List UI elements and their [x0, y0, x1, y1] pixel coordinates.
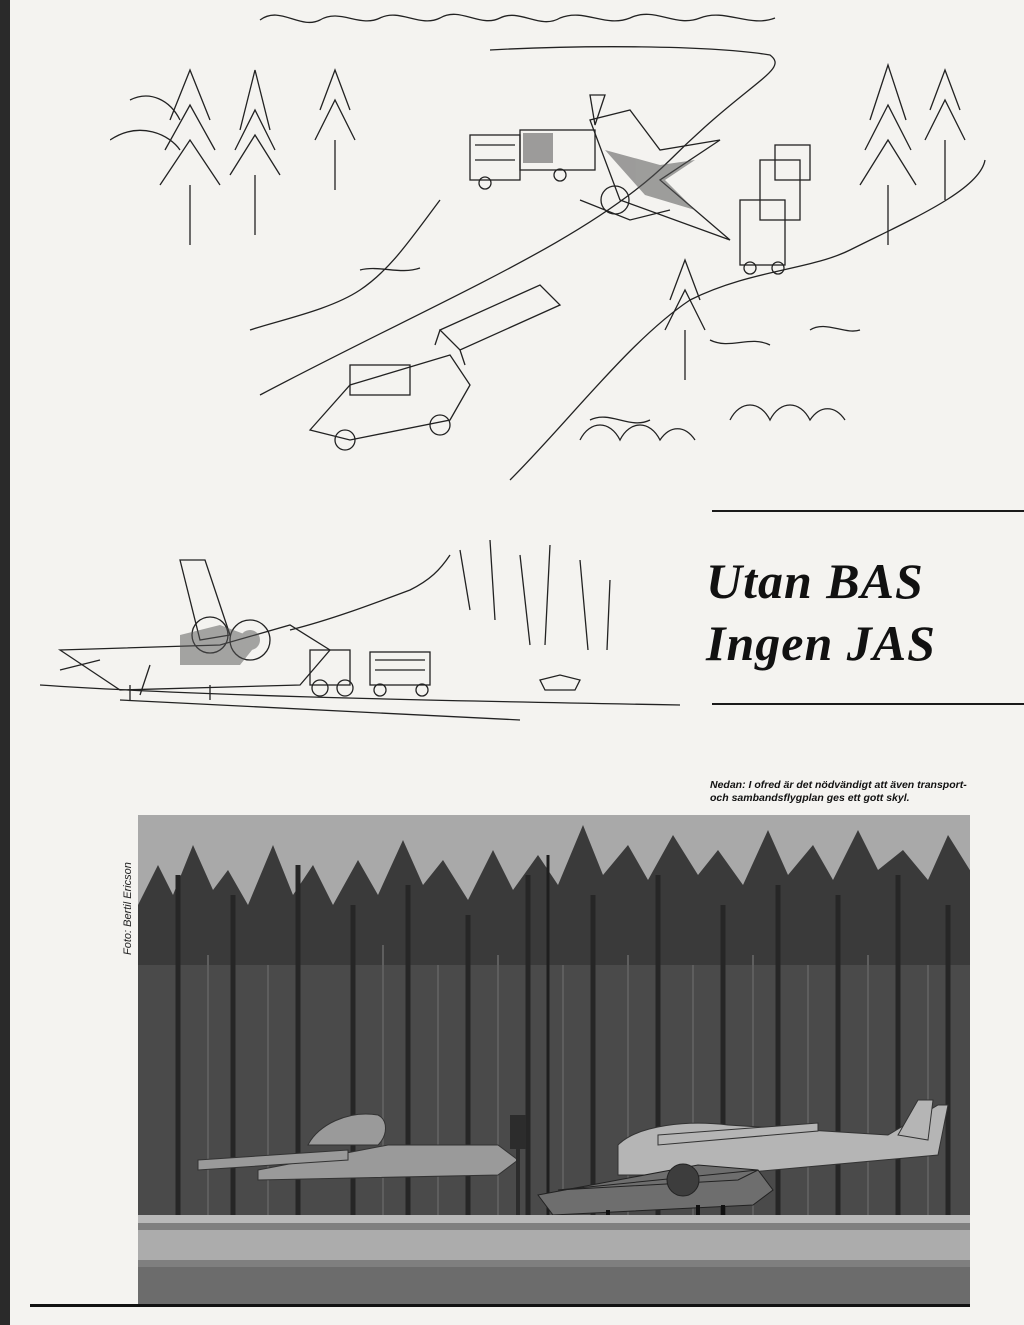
forest-aircraft-photo [138, 815, 970, 1305]
article-headline [706, 550, 1006, 674]
photo-caption: Nedan: I ofred är det nödvändigt att även transport- och sambandsflygplan ges ett gott skyl. [710, 779, 967, 804]
headline-rule-bottom [712, 703, 1024, 705]
aircraft-service-illustration [40, 540, 680, 750]
page-spine-shadow [0, 0, 10, 1325]
headline-rule-top [712, 510, 1024, 512]
photo-credit-text: Foto: Bertil Ericson [122, 862, 134, 955]
road-base-illustration [110, 0, 990, 495]
headline-line-2: Ingen JAS [706, 615, 936, 671]
page-bottom-rule [30, 1304, 970, 1307]
headline-line-1: Utan BAS [706, 553, 924, 609]
